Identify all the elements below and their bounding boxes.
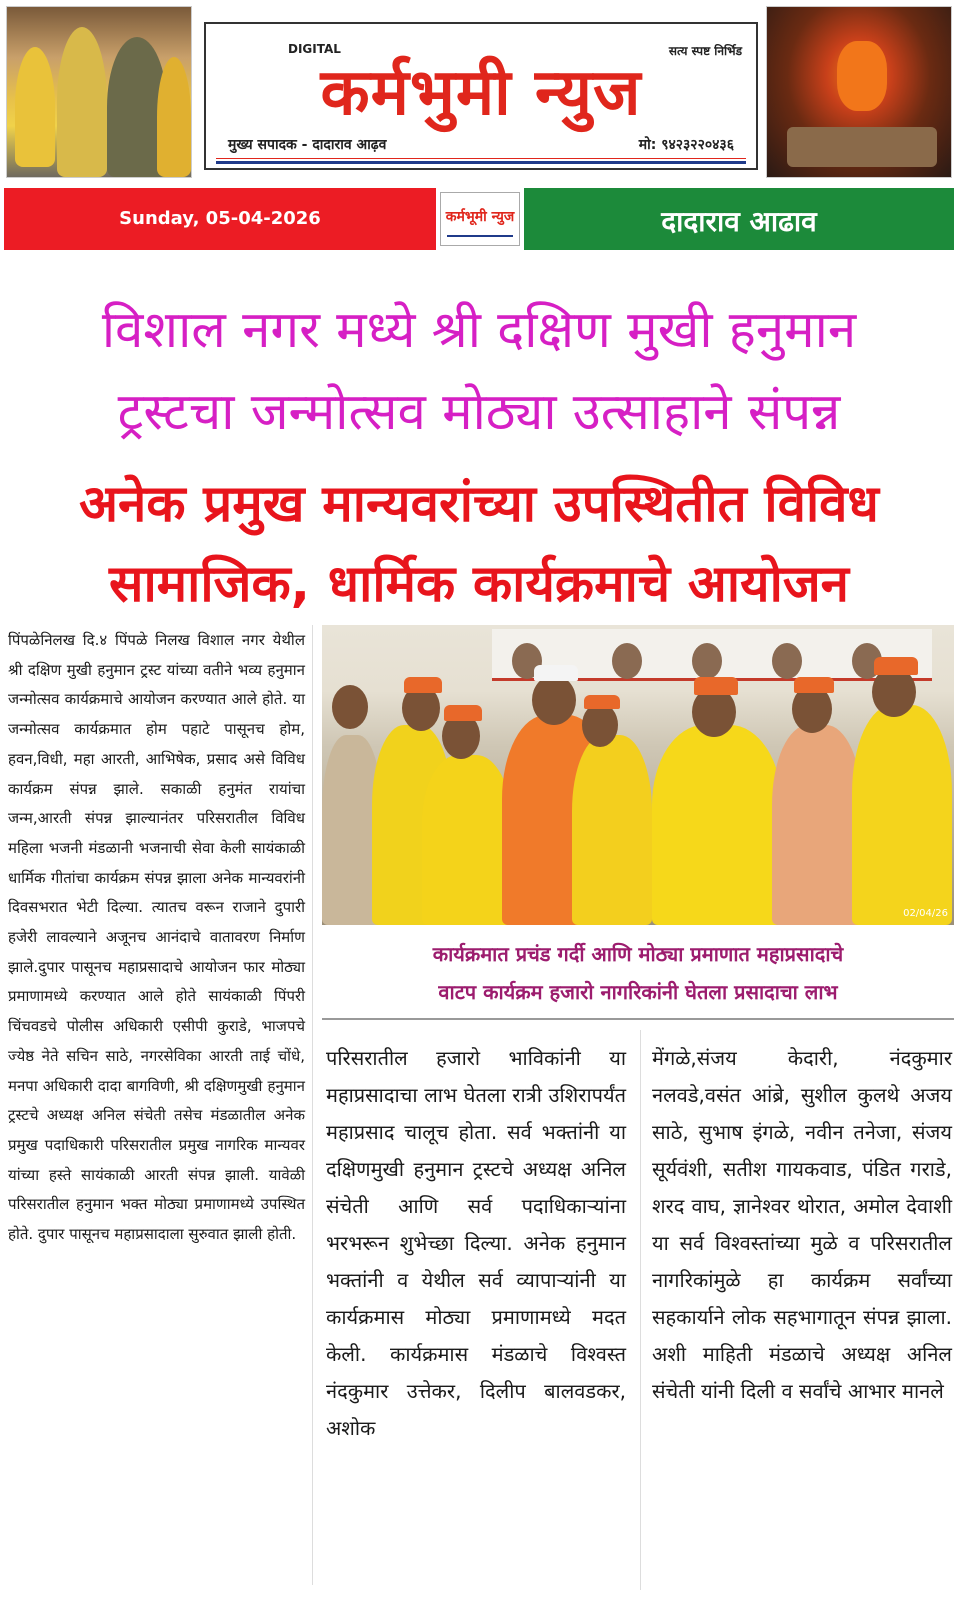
masthead-photo-right (766, 6, 952, 178)
article-column-right: मेंगळे,संजय केदारी, नंदकुमार नलवडे,वसंत आंब्रे, सुशील कुलथे अजय साठे, सुभाष इंगळे, नवीन तनेजा, संजय सूर्यवंशी, सतीश गायकवाड, पंडित गराडे, शरद वाघ, ज्ञानेश्वर थोरात, अमोल देवाशी या सर्व विश्वस्तांच्या मुळे व परिसरातील नागरिकांमुळे हा कार्यक्रम सर्वांच्या सहकार्याने लोक सहभागातून संपन्न झाला. अशी माहिती मंडळाचे अध्यक्ष अनिल संचेती यांनी दिली व सर्वांचे आभार मानले (652, 1046, 952, 1403)
newspaper-name: कर्मभुमी न्युज (320, 56, 642, 130)
column-divider-2 (640, 1030, 641, 1590)
chief-editor: मुख्य सपादक - दादाराव आढ़व (228, 137, 387, 153)
sub-headline (14, 465, 944, 625)
caption-rule (322, 1018, 954, 1020)
masthead-rule-blue (216, 161, 746, 164)
photo-timestamp: 02/04/26 (903, 908, 948, 919)
headline-line-1: विशाल नगर मध्ये श्री दक्षिण मुखी हनुमान (101, 301, 857, 360)
article-column-left: पिंपळेनिलख दि.४ पिंपळे निलख विशाल नगर येथील श्री दक्षिण मुखी हनुमान ट्रस्ट यांच्या वतीने भव्य हनुमान जन्मोत्सव कार्यक्रमाचे आयोजन करण्यात आले होते. या जन्मोत्सव कार्यक्रमात होम पहाटे पासूनच होम, हवन,विधी, महा आरती, आभिषेक, प्रसाद असे विविध कार्यक्रम संपन्न झाले. सकाळी हनुमंत रायांचा जन्म,आरती संपन्न झाल्यानंतर परिसरातील विविध महिला भजनी मंडळानी भजनाची सेवा केली सायंकाळी धार्मिक गीतांचा कार्यक्रम संपन्न झाला अनेक मान्यवरांनी दिवसभरात भेटी दिल्या. त्यातच वरून राजाने दुपारी हजेरी लावल्याने अजूनच आनंदाचे वातावरण निर्माण झाले.दुपार पासूनच महाप्रसादाचे आयोजन फार मोठ्या प्रमाणामध्ये करण्यात आले होते सायंकाळी पिंपरी चिंचवडचे पोलीस अधिकारी एसीपी कुराडे, भाजपचे ज्येष्ठ नेते सचिन साठे, नगरसेविका आरती ताई चोंधे, मनपा अधिकारी दादा बागविणी, श्री दक्षिणमुखी हनुमान ट्रस्टचे अध्यक्ष अनिल संचेती तसेच मंडळातील अनेक प्रमुख पदाधिकारी परिसरातील प्रमुख नागरिक मान्यवर यांच्या हस्ते सायंकाळी आरती संपन्न झाली. यावेळी परिसरातील हनुमान भक्त मोठ्या प्रमाणामध्ये उपस्थित होते. दुपार पासूनच महाप्रसादाला सुरुवात झाली होती. (8, 631, 305, 1244)
masthead-photo-left (6, 6, 192, 178)
subheadline-line-2: सामाजिक, धार्मिक कार्यक्रमाचे आयोजन (109, 555, 849, 614)
digital-label: DIGITAL (288, 42, 341, 56)
mini-logo-text: कर्मभूमी न्युज (445, 209, 515, 225)
headline-line-2: ट्रस्टचा जन्मोत्सव मोठ्या उत्साहाने संपन्न (117, 383, 841, 442)
phone-number: मो: ९४२३२२०४३६ (638, 137, 734, 153)
author-name: दादाराव आढाव (661, 205, 817, 238)
photo-caption-line-2: वाटप कार्यक्रम हजारो नागरिकांनी घेतला प्रसादाचा लाभ (438, 980, 838, 1004)
photo-caption-line-1: कार्यक्रमात प्रचंड गर्दी आणि मोठ्या प्रमाणात महाप्रसादाचे (432, 942, 844, 966)
tagline: सत्य स्पष्ट निर्भिड (668, 44, 742, 58)
mini-logo-bar (447, 235, 513, 237)
event-photo (322, 625, 954, 925)
article-column-middle: परिसरातील हजारो भाविकांनी या महाप्रसादाचा लाभ घेतला रात्री उशिरापर्यंत महाप्रसाद चालूच होता. सर्व भक्तांनी या दक्षिणमुखी हनुमान ट्रस्टचे अध्यक्ष अनिल संचेती आणि सर्व पदाधिकाऱ्यांना भरभरून शुभेच्छा दिल्या. अनेक हनुमान भक्तांनी व येथील सर्व व्यापाऱ्यांनी या कार्यक्रमास मोठ्या प्रमाणामध्ये मदत केली. कार्यक्रमास मंडळाचे विश्वस्त नंदकुमार उत्तेकर, दिलीप बालवडकर, अशोक (326, 1046, 626, 1440)
publish-date: Sunday, 05-04-2026 (119, 208, 321, 229)
masthead-rule-red (216, 158, 746, 159)
column-divider (312, 625, 313, 1585)
main-headline (14, 290, 944, 454)
subheadline-line-1: अनेक प्रमुख मान्यवरांच्या उपस्थितीत विविध (79, 475, 879, 534)
masthead (204, 22, 758, 170)
mini-logo (440, 192, 520, 246)
date-band (4, 188, 954, 250)
